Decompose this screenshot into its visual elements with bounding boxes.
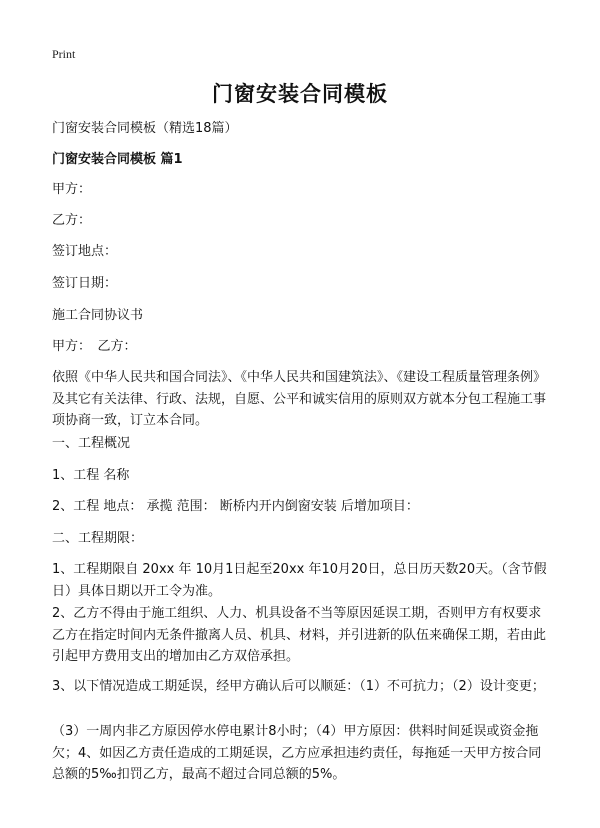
section-period-heading: 二、工程期限：	[52, 531, 144, 546]
parties-line: 甲方： 乙方：	[52, 339, 137, 354]
print-link[interactable]: Print	[52, 47, 76, 61]
section-overview-heading: 一、工程概况	[52, 436, 131, 451]
party-a-line: 甲方：	[52, 182, 92, 197]
project-name-line: 1、工程 名称	[52, 468, 130, 483]
project-location-line: 2、工程 地点： 承揽 范围： 断桥内开内倒窗安装 后增加项目：	[52, 499, 419, 514]
signing-date-line: 签订日期：	[52, 276, 118, 291]
section-heading: 门窗安装合同模板 篇1	[52, 152, 183, 167]
agreement-heading: 施工合同协议书	[52, 308, 144, 323]
intro-paragraph: 依照《中华人民共和国合同法》、《中华人民共和国建筑法》、《建设工程质量管理条例》及其它有关法律、行政、法规，自愿、公平和诚实信用的原则双方就本分包工程施工事项协商一致，订立本合同。	[52, 370, 547, 428]
period-clause-2: 2、乙方不得由于施工组织、人力、机具设备不当等原因延误工期，否则甲方有权要求乙方在指定时间内无条件撤离人员、机具、材料，并引进新的队伍来确保工期，若由此引起甲方费用支出的增加由乙方双倍承担。	[52, 606, 547, 664]
document-subtitle: 门窗安装合同模板（精选18篇）	[52, 121, 238, 136]
period-clause-4: （3）一周内非乙方原因停水停电累计8小时；（4）甲方原因：供料时间延误或资金拖欠；4、如因乙方责任造成的工期延误，乙方应承担违约责任，每拖延一天甲方按合同总额的5‰扣罚乙方，最高不超过合同总额的5%。	[52, 724, 542, 782]
period-clause-3: 3、以下情况造成工期延误，经甲方确认后可以顺延：（1）不可抗力；（2）设计变更；	[52, 679, 545, 694]
period-clause-1: 1、工程期限自 20xx 年 10月1日起至20xx 年10月20日，总日历天数20天。（含节假日）具体日期以开工令为准。	[52, 562, 547, 599]
signing-place-line: 签订地点：	[52, 244, 118, 259]
party-b-line: 乙方：	[52, 213, 92, 228]
page-title: 门窗安装合同模板	[212, 82, 388, 106]
